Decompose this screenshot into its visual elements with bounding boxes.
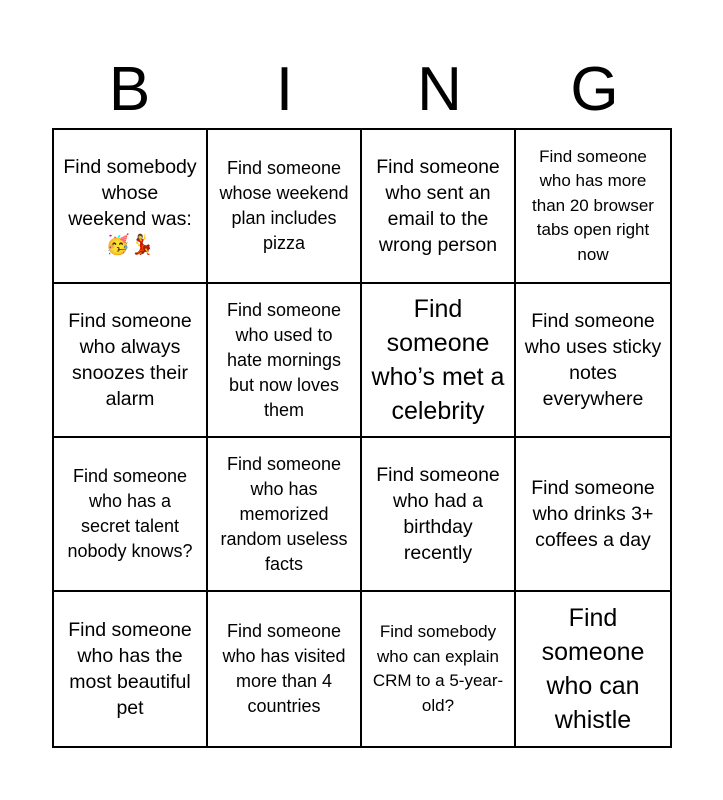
bingo-cell-r1c1[interactable]	[54, 130, 208, 284]
cell-text: Find somebody who can explain CRM to a 5-year-old?	[372, 622, 504, 715]
bingo-cell-r4c3[interactable]	[362, 592, 516, 746]
bingo-cell-r1c2[interactable]	[208, 130, 362, 284]
cell-text: Find someone who sent an email to the wrong person	[376, 156, 500, 256]
cell-text: Find someone who drinks 3+ coffees a day	[531, 477, 655, 551]
bingo-cell-r3c2[interactable]	[208, 438, 362, 592]
cell-text: Find someone who’s met a celebrity	[371, 295, 505, 425]
bingo-cell-r4c1[interactable]	[54, 592, 208, 746]
cell-text: Find someone who had a birthday recently	[376, 464, 500, 564]
cell-text: Find someone whose weekend plan includes pizza	[219, 158, 349, 253]
header-letter-b: B	[108, 55, 151, 124]
bingo-cell-r1c4[interactable]	[516, 130, 670, 284]
bingo-cell-r3c3[interactable]	[362, 438, 516, 592]
cell-text: Find someone who always snoozes their alarm	[68, 310, 192, 410]
cell-text: Find someone who uses sticky notes everywhere	[524, 310, 662, 410]
bingo-cell-r2c4[interactable]	[516, 284, 670, 438]
bingo-cell-r2c2[interactable]	[208, 284, 362, 438]
bingo-cell-r4c2[interactable]	[208, 592, 362, 746]
bingo-cell-r4c4[interactable]	[516, 592, 670, 746]
cell-text: Find somebody whose weekend was: 🥳💃	[63, 156, 197, 256]
header-letter-n: N	[417, 55, 462, 124]
cell-text: Find someone who can whistle	[541, 604, 645, 734]
cell-text: Find someone who has a secret talent nobody knows?	[67, 466, 193, 561]
bingo-cell-r2c1[interactable]	[54, 284, 208, 438]
header-letter-i: I	[275, 55, 294, 124]
cell-text: Find someone who used to hate mornings but now loves them	[226, 299, 342, 420]
cell-text: Find someone who has the most beautiful pet	[68, 619, 192, 719]
bingo-cell-r3c4[interactable]	[516, 438, 670, 592]
cell-text: Find someone who has more than 20 browser tabs open right now	[532, 146, 654, 264]
cell-text: Find someone who has memorized random useless facts	[220, 453, 348, 574]
bingo-cell-r2c3[interactable]	[362, 284, 516, 438]
header-letter-g: G	[570, 55, 619, 124]
bingo-cell-r1c3[interactable]	[362, 130, 516, 284]
bingo-header	[52, 52, 672, 128]
cell-text: Find someone who has visited more than 4 countries	[222, 621, 346, 716]
bingo-board	[52, 128, 672, 748]
bingo-cell-r3c1[interactable]	[54, 438, 208, 592]
